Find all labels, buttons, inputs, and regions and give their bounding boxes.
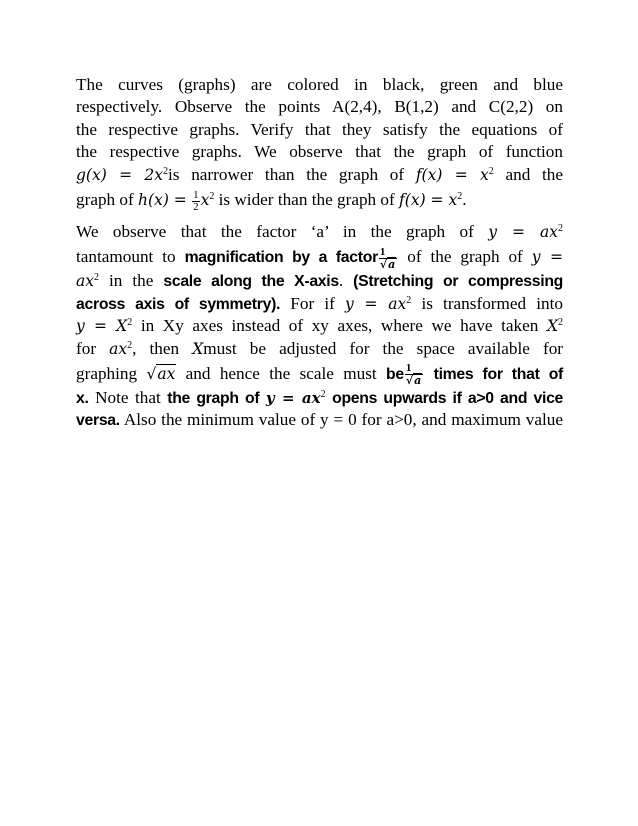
text-line	[76, 243, 563, 270]
fraction-numerator: 1	[379, 247, 397, 259]
text-line	[76, 270, 563, 292]
math-f: f(x) = x	[399, 190, 458, 209]
fraction-numerator: 1	[405, 363, 423, 375]
text-line	[76, 74, 563, 96]
bold-text: the graph of	[167, 389, 260, 407]
math-g: g(x) = 2x	[76, 165, 164, 184]
text-span: Note that	[95, 387, 161, 407]
math-x: x	[200, 190, 210, 209]
text-line	[76, 315, 563, 337]
math-y: y = ax	[488, 222, 558, 241]
bold-text: versa.	[76, 412, 120, 430]
bold-text: opens upwards if a>0 and vice	[332, 389, 564, 407]
fraction-denominator: 2	[193, 200, 199, 213]
text-span: is narrower than the graph of	[168, 164, 405, 184]
fraction-one-over-root-a	[379, 247, 397, 270]
sqrt-sign: √	[405, 374, 414, 388]
sqrt-sign: √	[379, 257, 388, 271]
radicand: a	[414, 374, 422, 388]
text-line	[76, 164, 563, 186]
text-span: Also the minimum value of y = 0 for a>0, and maximum value	[123, 410, 564, 430]
fraction-one-half	[192, 190, 200, 213]
text-span: the respective graphs. Verify that they satisfy the equations of	[76, 119, 563, 139]
exponent: 2	[127, 339, 133, 351]
exponent: 2	[209, 190, 215, 202]
bold-text: be	[386, 365, 404, 383]
text-span: .	[338, 271, 344, 291]
text-span: and hence the scale must	[185, 363, 377, 383]
text-span: of the graph of	[407, 247, 523, 267]
fraction-one-over-root-a	[405, 363, 423, 386]
exponent: 2	[457, 190, 463, 202]
exponent: 2	[558, 317, 564, 329]
sqrt-sign: √	[146, 364, 157, 383]
text-span: graphing	[76, 363, 138, 383]
math-y: y = ax	[344, 294, 407, 313]
bold-text: x.	[76, 389, 89, 407]
bold-math-y: y = ax	[265, 388, 321, 407]
text-span: for	[76, 338, 97, 358]
math-y: y = X	[76, 317, 128, 336]
text-line	[76, 409, 563, 431]
text-span: is transformed into	[421, 293, 563, 313]
math-X: X	[546, 317, 559, 336]
text-span: in the	[108, 271, 154, 291]
text-span: The curves (graphs) are colored in black, green and blue	[76, 75, 563, 94]
exponent: 2	[163, 165, 169, 177]
text-line	[76, 387, 563, 409]
math-ax: ax	[76, 272, 94, 291]
text-span: and the	[505, 164, 564, 184]
exponent: 2	[320, 388, 326, 400]
text-span: For if	[290, 293, 335, 313]
text-line	[76, 338, 563, 360]
text-line	[76, 221, 563, 243]
exponent: 2	[127, 317, 133, 329]
fraction-numerator: 1	[193, 188, 199, 201]
sqrt-ax	[146, 364, 176, 383]
math-y: y =	[531, 248, 564, 267]
radicand: ax	[157, 364, 176, 383]
bold-text: (Stretching or compressing	[353, 273, 564, 291]
math-ax: ax	[109, 339, 128, 358]
fraction-denominator	[379, 259, 397, 270]
text-line	[76, 119, 563, 141]
text-span: must be adjusted for the space available for	[203, 338, 564, 358]
text-span: tantamount to	[76, 247, 176, 267]
radicand: a	[388, 257, 396, 271]
bold-text: scale along the X-axis	[163, 273, 339, 291]
exponent: 2	[488, 165, 494, 177]
bold-text: magnification by a factor	[184, 249, 378, 267]
exponent: 2	[406, 294, 412, 306]
exponent: 2	[93, 272, 99, 284]
text-line	[76, 141, 563, 163]
bold-text: times for that of	[433, 365, 563, 383]
text-line	[76, 96, 563, 118]
text-line	[76, 360, 563, 387]
fraction-denominator	[405, 375, 423, 386]
text-span: in Xy axes instead of xy axes, where we have taken	[140, 316, 539, 336]
paragraph-gap	[76, 213, 563, 221]
exponent: 2	[558, 222, 563, 234]
text-span: the respective graphs. We observe that the graph of function	[76, 142, 563, 162]
math-f: f(x) = x	[415, 165, 489, 184]
body-text	[76, 74, 563, 432]
text-span: We observe that the factor ‘a’ in the graph of	[76, 221, 474, 241]
math-X: X	[192, 339, 204, 358]
text-line	[76, 293, 563, 315]
text-span: , then	[132, 338, 180, 358]
text-span: .	[462, 189, 467, 209]
bold-text: across axis of symmetry).	[76, 295, 281, 313]
math-h: h(x) =	[138, 190, 187, 209]
text-span: is wider than the graph of	[218, 189, 395, 209]
text-line	[76, 186, 563, 213]
text-span: graph of	[76, 189, 134, 209]
text-span: respectively. Observe the points A(2,4), B(1,2) and C(2,2) on	[76, 97, 563, 117]
